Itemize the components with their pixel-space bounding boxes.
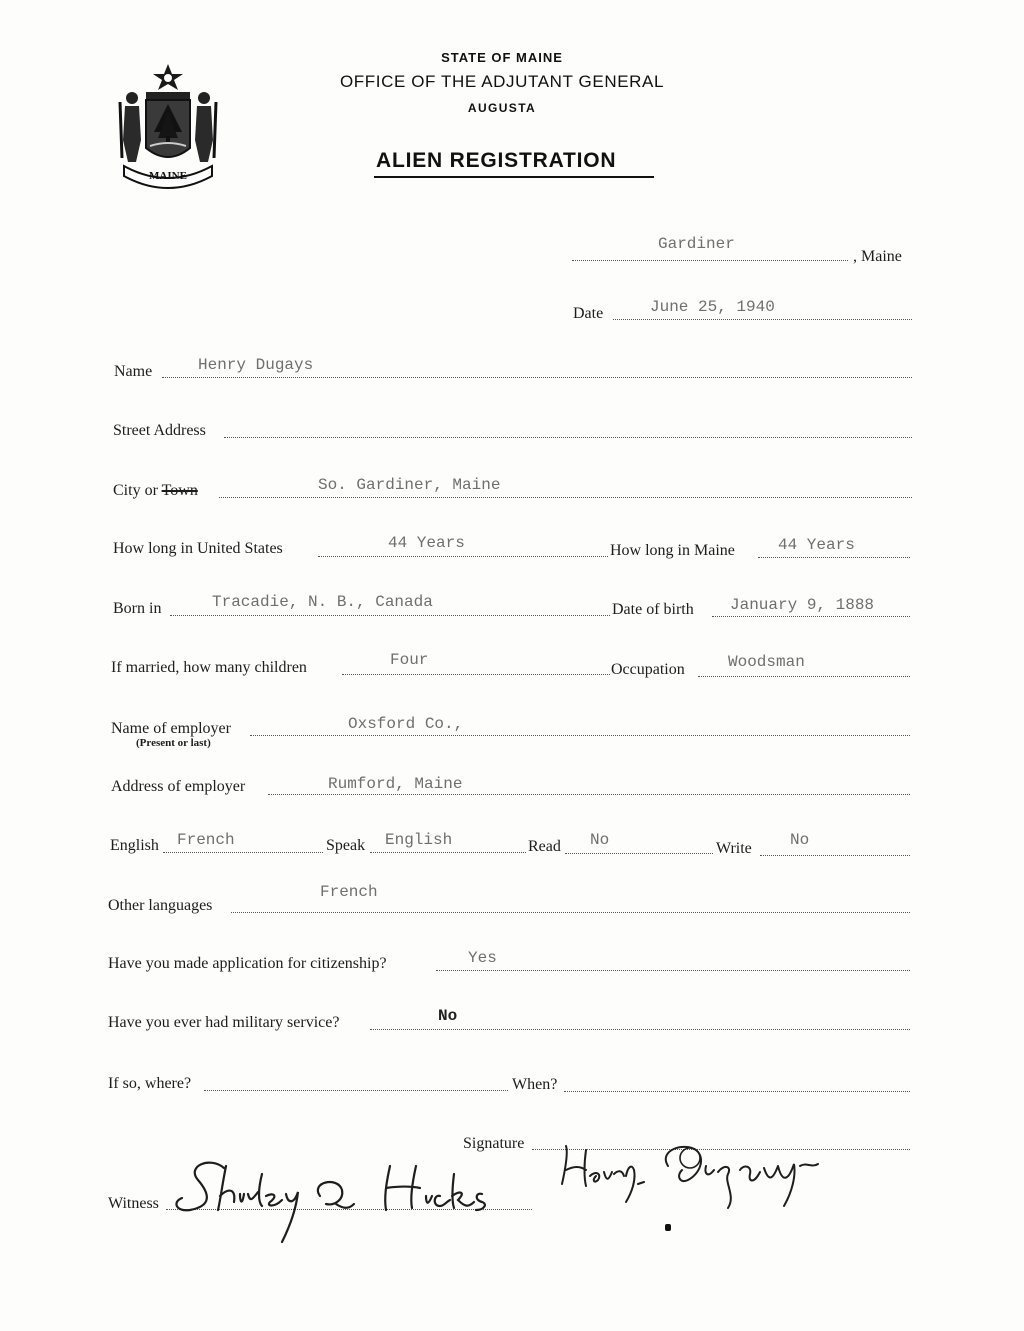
when-label: When? [512,1076,558,1093]
children-label: If married, how many children [111,659,307,676]
us-years-label: How long in United States [113,540,283,557]
witness-signature [170,1150,520,1250]
military-label: Have you ever had military service? [108,1014,340,1031]
english-value: French [177,831,235,849]
children-line [342,674,610,675]
date-value: June 25, 1940 [650,298,775,316]
maine-years-line [758,557,910,558]
maine-years-value: 44 Years [778,536,855,554]
name-label: Name [114,363,153,380]
title-underline [374,176,654,178]
citizenship-value: Yes [468,949,497,967]
city-label-city: City or [113,482,158,499]
occupation-value: Woodsman [728,653,805,671]
read-value: No [590,831,610,849]
place-suffix: , Maine [853,248,902,265]
name-line [162,377,912,378]
born-line [170,615,610,616]
when-line [564,1091,910,1092]
employer-address-value: Rumford, Maine [328,775,463,793]
city-label [113,482,198,500]
speak-label: Speak [326,837,366,854]
citizenship-line [436,970,910,971]
witness-label: Witness [108,1195,159,1212]
children-value: Four [390,651,429,669]
military-line [370,1029,910,1030]
read-line [565,853,713,854]
street-line [224,437,912,438]
street-label: Street Address [113,422,206,439]
date-line [613,319,912,320]
born-value: Tracadie, N. B., Canada [212,593,433,611]
write-line [760,855,910,856]
us-years-line [318,556,608,557]
place-line [572,260,848,261]
dob-value: January 9, 1888 [730,596,875,614]
employer-label: Name of employer [111,720,231,737]
born-label: Born in [113,600,162,617]
name-value: Henry Dugays [198,356,314,374]
read-label: Read [528,838,561,855]
occupation-label: Occupation [611,661,685,678]
other-languages-line [231,912,910,913]
header-office: OFFICE OF THE ADJUTANT GENERAL [339,72,665,91]
city-line [219,497,912,498]
place-value: Gardiner [658,235,735,253]
other-languages-value: French [320,883,378,901]
dob-line [712,616,910,617]
us-years-value: 44 Years [388,534,465,552]
where-label: If so, where? [108,1075,192,1092]
speak-value: English [385,831,453,849]
maine-years-label: How long in Maine [610,542,735,559]
where-line [204,1090,508,1091]
city-value: So. Gardiner, Maine [318,476,501,494]
dob-label: Date of birth [612,601,694,618]
applicant-signature [556,1136,876,1212]
header-state: STATE OF MAINE [441,50,563,65]
write-label: Write [716,840,752,857]
english-line [163,852,323,853]
signature-label: Signature [463,1135,525,1152]
employer-line [250,735,910,736]
other-languages-label: Other languages [108,897,213,914]
employer-sublabel: (Present or last) [136,737,211,749]
header-city: AUGUSTA [467,101,537,115]
city-label-town: Town [161,482,198,499]
employer-value: Oxsford Co., [348,715,464,733]
employer-address-line [268,794,910,795]
english-label: English [110,837,159,854]
employer-address-label: Address of employer [111,778,246,795]
military-value: No [438,1007,458,1025]
form-title: ALIEN REGISTRATION [376,149,617,172]
ink-mark [665,1224,671,1231]
svg-text:MAINE: MAINE [149,170,187,182]
citizenship-label: Have you made application for citizenship? [108,955,387,972]
speak-line [370,852,526,853]
occupation-line [698,676,910,677]
date-label: Date [573,305,604,322]
write-value: No [790,831,810,849]
